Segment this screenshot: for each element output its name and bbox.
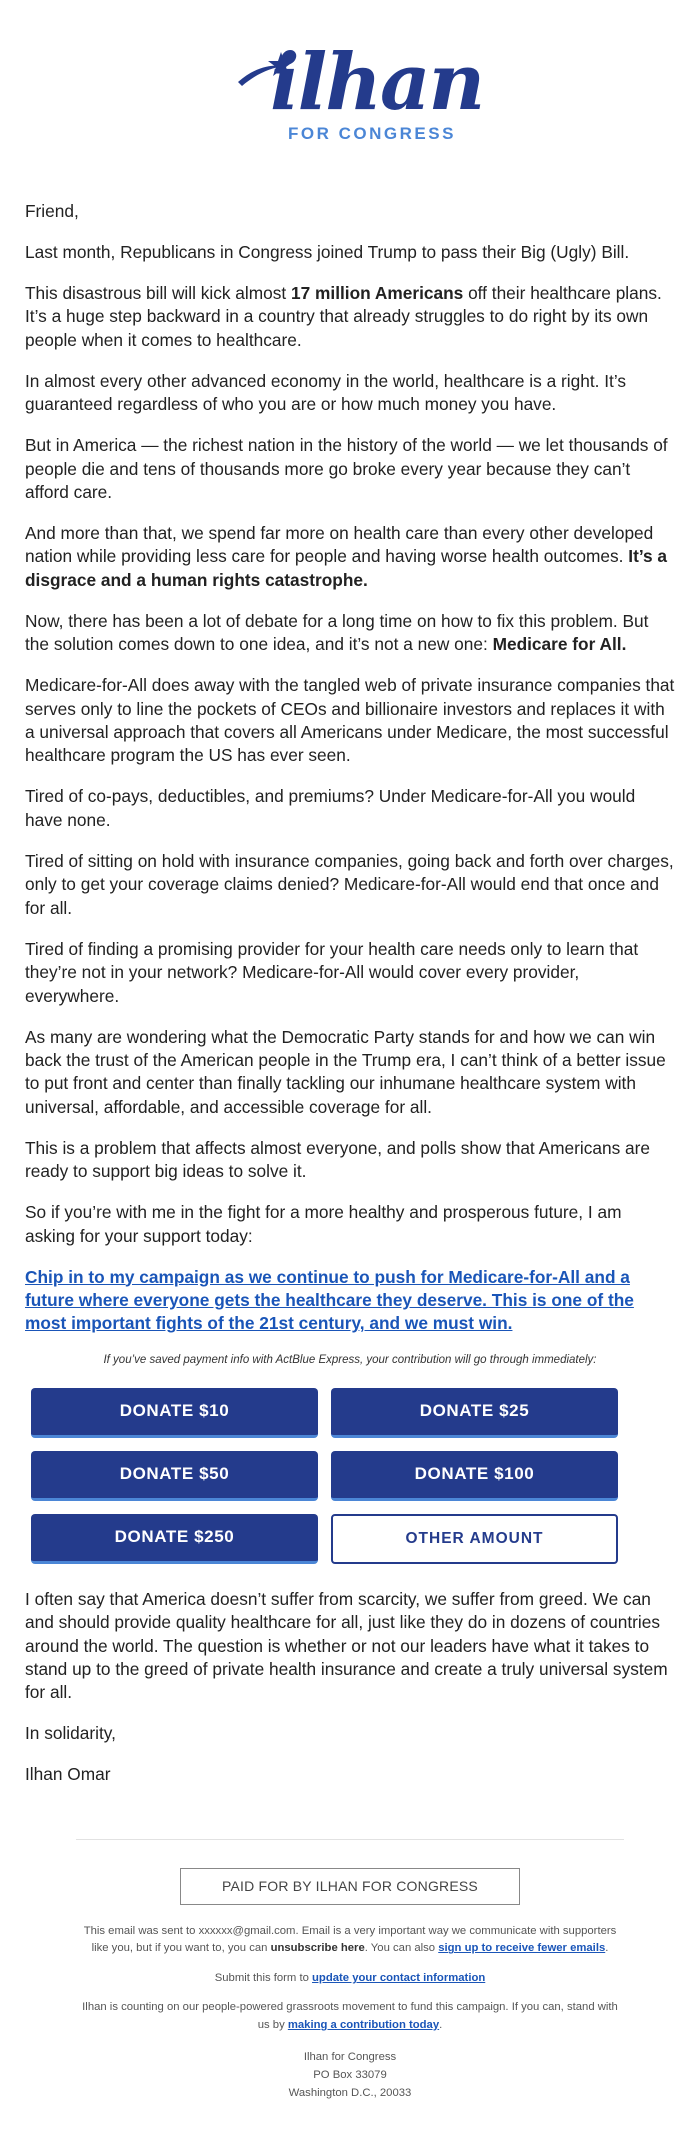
- paragraph-4: But in America — the richest nation in the history of the world — we let thousands of people die and tens of thousands more go broke every year because they can’t afford care.: [25, 435, 668, 503]
- paragraph-12: This is a problem that affects almost everyone, and polls show that Americans are ready to support big ideas to solve it.: [25, 1137, 650, 1182]
- p6-text-a: Now, there has been a lot of debate for a long time on how to fix this problem. But the solution comes down to one idea, and it’s not a new one:: [25, 610, 649, 655]
- counting-text-end: .: [439, 2018, 443, 2031]
- p2-bold: 17 million Americans: [291, 283, 464, 303]
- p5-bold: It’s a disgrace and a human rights catastrophe.: [25, 546, 668, 590]
- contribution-notice: [76, 1999, 624, 2034]
- other-amount-button[interactable]: OTHER AMOUNT: [331, 1514, 618, 1564]
- sent-text-b: . Email is a very important way we communicate with supporters like you, but if you want to, you can: [91, 1924, 617, 1955]
- greeting: Friend,: [25, 201, 79, 221]
- address-line-2: PO Box 33079: [313, 2069, 387, 2082]
- donate-250-button[interactable]: DONATE $250: [31, 1514, 318, 1564]
- submit-text: Submit this form to: [214, 1971, 313, 1984]
- contribution-link[interactable]: making a contribution today: [287, 2018, 440, 2031]
- paragraph-10: Tired of finding a promising provider for your health care needs only to learn that they’re not in your network? Medicare-for-All would cover every provider, everywhere.: [25, 938, 639, 1006]
- closing: In solidarity,: [25, 1723, 116, 1744]
- paragraph-7: Medicare-for-All does away with the tangled web of private insurance companies that serves only to line the pockets of CEOs and billionaire investors and replaces it with a universal approach that covers all Americans under Medicare, the most successful healthcare program the US has ever seen.: [25, 675, 675, 766]
- donate-100-button[interactable]: DONATE $100: [331, 1451, 618, 1501]
- address-line-1: Ilhan for Congress: [303, 2051, 397, 2064]
- paragraph-9: Tired of sitting on hold with insurance companies, going back and forth over charges, only to get your coverage claims denied? Medicare-for-All would end that once and for all.: [25, 850, 674, 918]
- p2-text-a: This disastrous bill will kick almost: [25, 283, 292, 303]
- donate-50-button[interactable]: DONATE $50: [31, 1451, 318, 1501]
- logo-wordmark: ilhan: [270, 37, 484, 128]
- letter-body: [0, 200, 700, 1366]
- signature: Ilhan Omar: [25, 1764, 111, 1785]
- email-footer: [0, 1839, 700, 2103]
- sent-text-a: This email was sent to: [83, 1924, 199, 1937]
- sent-text-c: . You can also: [364, 1942, 439, 1955]
- footer-divider: [76, 1839, 624, 1840]
- address-line-3: Washington D.C., 20033: [288, 2087, 412, 2100]
- recipient-email: xxxxxx@gmail.com: [198, 1924, 296, 1937]
- sent-to-notice: [76, 1923, 624, 1958]
- donate-25-button[interactable]: DONATE $25: [331, 1388, 618, 1438]
- paid-for-box: PAID FOR BY ILHAN FOR CONGRESS: [180, 1868, 520, 1905]
- campaign-logo: [0, 0, 700, 200]
- paragraph-1: Last month, Republicans in Congress joined Trump to pass their Big (Ugly) Bill.: [25, 242, 630, 262]
- mailing-address: [76, 2048, 624, 2102]
- paragraph-2: [25, 282, 675, 352]
- p5-text-a: And more than that, we spend far more on health care than every other developed nation while providing less care for people and having worse health outcomes.: [25, 523, 654, 567]
- update-contact-notice: [76, 1970, 624, 1988]
- paragraph-5: [25, 522, 675, 592]
- p6-bold: Medicare for All.: [492, 634, 627, 655]
- unsubscribe-link[interactable]: unsubscribe here: [270, 1942, 365, 1955]
- chip-in-link[interactable]: Chip in to my campaign as we continue to push for Medicare-for-All and a future where everyone gets the healthcare they deserve. This is one of the most important fights of the 21st century, and we must win.: [25, 1266, 634, 1334]
- counting-text: Ilhan is counting on our people-powered grassroots movement to fund this campaign. If you can, stand with us by: [82, 2001, 618, 2031]
- paragraph-11: As many are wondering what the Democratic Party stands for and how we can win back the trust of the American people in the Trump era, I can’t think of a better issue to put front and center than finally tackling our inhumane healthcare system with universal, affordable, and accessible coverage for all.: [25, 1026, 666, 1117]
- logo-subtitle: FOR CONGRESS: [288, 124, 456, 143]
- paragraph-8: Tired of co-pays, deductibles, and premiums? Under Medicare-for-All you would have none.: [25, 786, 636, 830]
- fewer-emails-link[interactable]: sign up to receive fewer emails: [438, 1942, 606, 1955]
- paragraph-14: I often say that America doesn’t suffer from scarcity, we suffer from greed. We can and should provide quality healthcare for all, just like they do in dozens of countries around the world. The question is whether or not our leaders have what it takes to stand up to the greed of private health insurance and create a truly universal system for all.: [25, 1588, 668, 1703]
- sent-text-d: .: [605, 1942, 609, 1955]
- paragraph-13: So if you’re with me in the fight for a more healthy and prosperous future, I am asking for your support today:: [25, 1202, 622, 1246]
- donate-button-grid: [0, 1388, 700, 1564]
- donate-10-button[interactable]: DONATE $10: [31, 1388, 318, 1438]
- letter-closing-section: [0, 1588, 700, 1787]
- update-contact-link[interactable]: update your contact information: [312, 1971, 486, 1984]
- paragraph-6: [25, 610, 675, 657]
- actblue-note: If you’ve saved payment info with ActBlue Express, your contribution will go through immediately:: [103, 1353, 597, 1366]
- paragraph-3: In almost every other advanced economy in the world, healthcare is a right. It’s guaranteed regardless of who you are or how much money you have.: [25, 370, 626, 415]
- p2-text-c: off their healthcare plans. It’s a huge step backward in a country that already struggles to do right by its own people when it comes to healthcare.: [25, 283, 662, 350]
